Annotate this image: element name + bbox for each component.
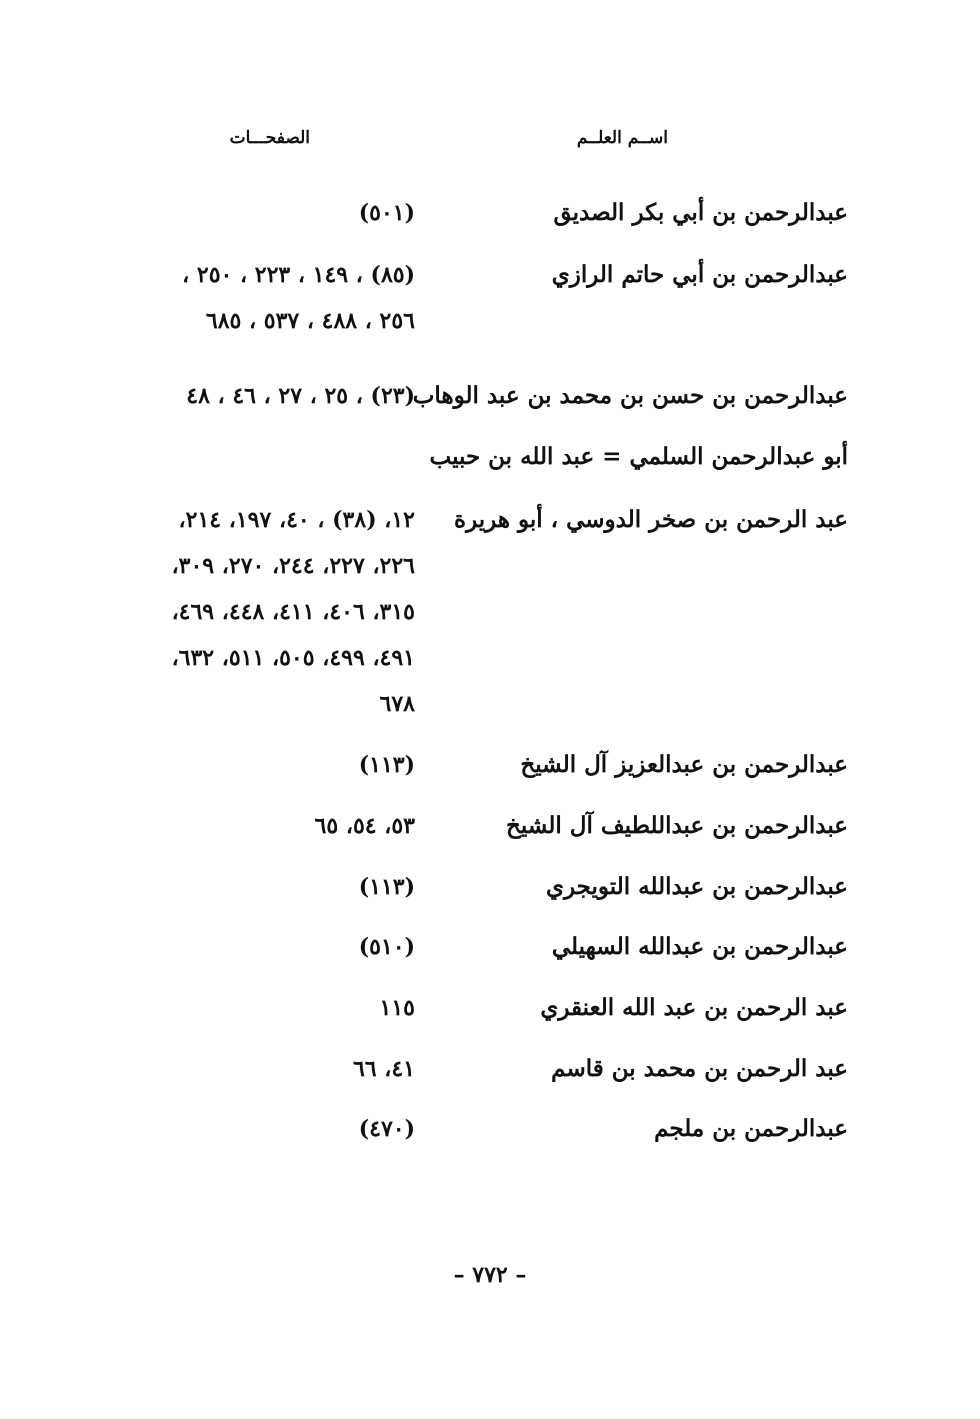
entry-name: أبو عبدالرحمن السلمي = عبد الله بن حبيب: [429, 443, 848, 470]
entry-pages: ٦٧٨: [379, 691, 415, 717]
header-pages-column: الصفحـــات: [229, 128, 310, 148]
entry-name: عبدالرحمن بن أبي بكر الصديق: [553, 199, 848, 226]
entry-pages: ٣١٥، ٤٠٦، ٤١١، ٤٤٨، ٤٦٩،: [171, 599, 415, 625]
entry-name: عبدالرحمن بن عبداللطيف آل الشيخ: [506, 812, 848, 839]
entry-pages: (٤٧٠): [358, 1116, 415, 1142]
entry-name: عبدالرحمن بن حسن بن محمد بن عبد الوهاب: [412, 382, 848, 409]
entry-pages: (٥٠١): [358, 200, 415, 226]
entry-pages: (٢٣) ، ٢٥ ، ٢٧ ، ٤٦ ، ٤٨: [186, 383, 415, 409]
entry-name: عبدالرحمن بن عبدالعزيز آل الشيخ: [520, 751, 848, 778]
entry-name: عبد الرحمن بن صخر الدوسي ، أبو هريرة: [454, 506, 848, 533]
entry-name: عبدالرحمن بن ملجم: [654, 1115, 848, 1142]
entry-pages: ٢٢٦، ٢٢٧، ٢٤٤، ٢٧٠، ٣٠٩،: [171, 553, 415, 579]
entry-pages: ٥٣، ٥٤، ٦٥: [314, 813, 415, 839]
entry-name: عبد الرحمن بن محمد بن قاسم: [551, 1055, 848, 1082]
header-name-column: اســم العلــم: [576, 128, 668, 148]
entry-pages: (٨٥) ، ١٤٩ ، ٢٢٣ ، ٢٥٠ ،: [182, 262, 415, 288]
entry-pages: ٤١، ٦٦: [352, 1056, 415, 1082]
entry-pages: (١١٣): [358, 874, 415, 900]
entry-name: عبدالرحمن بن أبي حاتم الرازي: [551, 261, 848, 288]
entry-pages: ٤٩١، ٤٩٩، ٥٠٥، ٥١١، ٦٣٢،: [171, 645, 415, 671]
entry-pages: (٥١٠): [358, 934, 415, 960]
entry-pages: (١١٣): [358, 752, 415, 778]
entry-name: عبد الرحمن بن عبد الله العنقري: [540, 994, 848, 1021]
entry-pages: ١٢، (٣٨) ، ٤٠، ١٩٧، ٢١٤،: [178, 507, 415, 533]
entry-pages: ٢٥٦ ، ٤٨٨ ، ٥٣٧ ، ٦٨٥: [205, 308, 415, 334]
entry-pages: ١١٥: [379, 995, 415, 1021]
entry-name: عبدالرحمن بن عبدالله التويجري: [545, 873, 848, 900]
page-number: – ٧٧٢ –: [453, 1262, 527, 1288]
entry-name: عبدالرحمن بن عبدالله السهيلي: [551, 933, 848, 960]
